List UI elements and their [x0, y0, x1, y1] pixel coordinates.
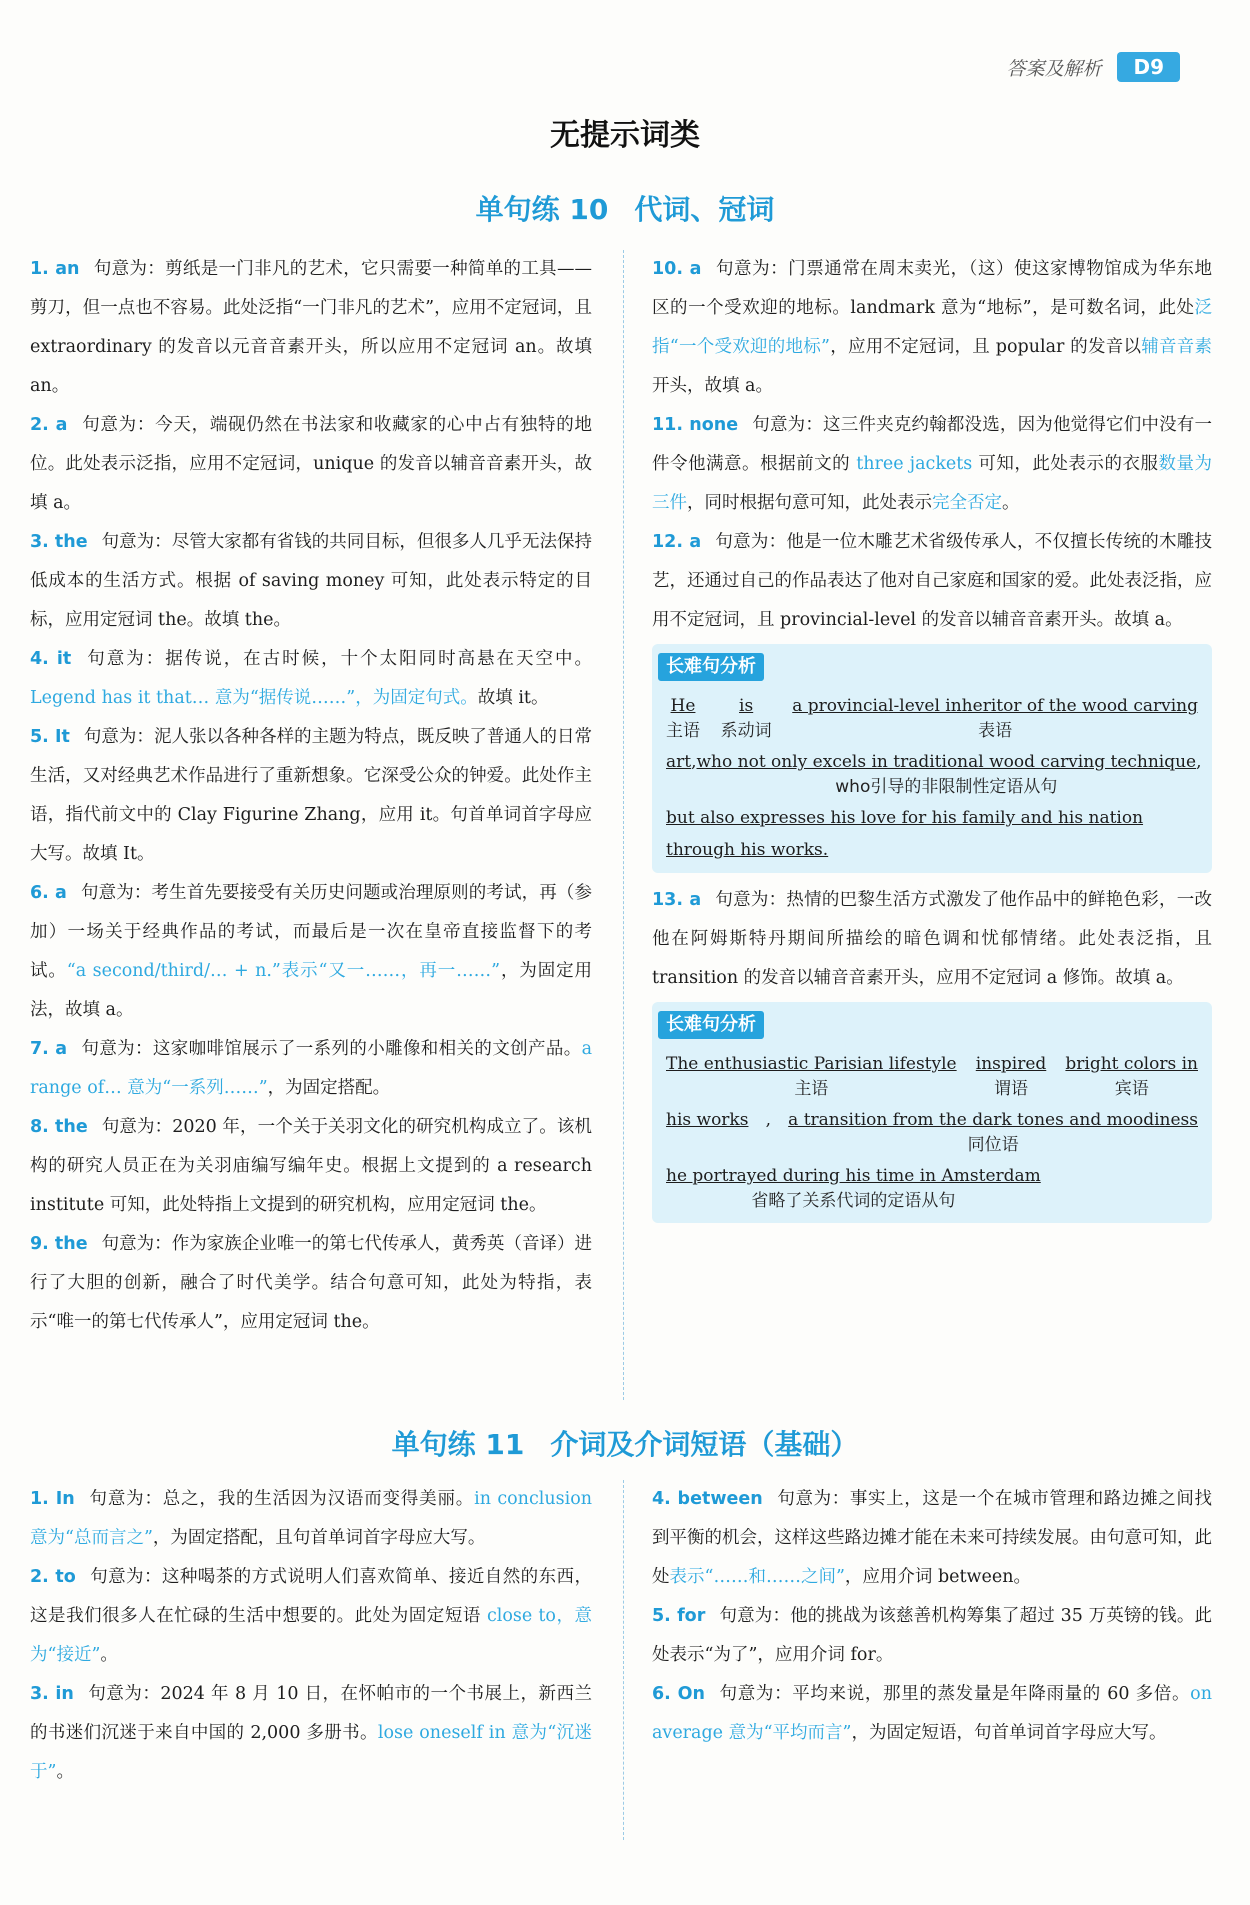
answer-item	[652, 523, 1212, 640]
answer-item	[30, 523, 592, 640]
answer-text: ，为固定用法，故填 a。	[30, 961, 593, 1020]
analysis-segment	[666, 1051, 957, 1101]
answer-number: 5. It	[30, 727, 70, 747]
analysis-segment	[697, 749, 1197, 799]
header-text: 答案及解析	[1006, 57, 1102, 80]
answer-item	[30, 250, 592, 406]
answer-item	[30, 1480, 592, 1558]
unit10-right-column	[652, 250, 1212, 1231]
answer-text: 句意为：2020 年，一个关于关羽文化的研究机构成立了。该机构的研究人员正在为关羽庙编写编年史。根据上文提到的 a research institute 可知，此处特指上文提到的研究机构，应用定冠词 the。	[30, 1117, 592, 1215]
unit11-title	[0, 1423, 1250, 1463]
answer-text: 句意为：尽管大家都有省钱的共同目标，但很多人几乎无法保持低成本的生活方式。根据 of saving money 可知，此处表示特定的目标，应用定冠词 the。故填 the。	[30, 532, 592, 630]
analysis-row	[666, 749, 1202, 799]
highlight-text: Legend has it that… 意为“据传说……”，为固定句式。	[30, 688, 478, 708]
highlight-text: lose oneself in 意为“沉迷于”	[30, 1723, 593, 1782]
segment-text: a provincial-level inheritor of the wood carving	[792, 696, 1198, 716]
analysis-segment	[792, 693, 1198, 743]
answer-number: 3. in	[30, 1684, 74, 1704]
segment-role: 省略了关系代词的定语从句	[751, 1191, 956, 1211]
segment-role: 宾语	[1114, 1079, 1149, 1099]
analysis-segment	[666, 805, 1143, 831]
answer-number: 2. to	[30, 1567, 76, 1587]
segment-text: who not only excels in traditional wood carving technique	[696, 752, 1197, 772]
highlight-text: 辅音音素	[1141, 337, 1212, 357]
answer-text: ，为固定短语，句首单词首字母应大写。	[851, 1723, 1167, 1743]
answer-text: 句意为：他是一位木雕艺术省级传承人，不仅擅长传统的木雕技艺，还通过自己的作品表达了他对自己家庭和国家的爱。此处表泛指，应用不定冠词，且 provincial-level 的发音以辅音音素开头。故填 a。	[652, 532, 1213, 630]
punctuation: ,	[691, 752, 697, 772]
answer-text: 句意为：这三件夹克约翰都没选，因为他觉得它们中没有一件令他满意。根据前文的	[652, 415, 1212, 474]
answer-text: 句意为：门票通常在周末卖光，（这）使这家博物馆成为华东地区的一个受欢迎的地标。landmark 意为“地标”，是可数名词，此处	[652, 259, 1212, 318]
answer-text: 故填 it。	[477, 688, 549, 708]
analysis-tag: 长难句分析	[658, 1011, 764, 1039]
answer-text: 句意为：平均来说，那里的蒸发量是年降雨量的 60 多倍。	[718, 1684, 1191, 1704]
segment-role: 主语	[794, 1079, 829, 1099]
analysis-segment	[666, 1163, 1041, 1213]
answer-text: 句意为：热情的巴黎生活方式激发了他作品中的鲜艳色彩，一改他在阿姆斯特丹期间所描绘的暗色调和忧郁情绪。此处表泛指，且 transition 的发音以辅音音素开头，应用不定冠词 a 修饰。故填 a。	[652, 890, 1213, 988]
segment-text: a transition from the dark tones and moodiness	[788, 1110, 1198, 1130]
unit10-left-column	[30, 250, 592, 1342]
answer-text: ，应用介词 between。	[844, 1567, 1032, 1587]
answer-text: ，为固定搭配。	[267, 1078, 391, 1098]
highlight-text: 完全否定	[932, 493, 1002, 513]
segment-role: 表语	[978, 721, 1013, 741]
segment-text: art	[666, 752, 692, 772]
segment-text: is	[739, 696, 754, 716]
analysis-segment	[721, 693, 772, 743]
highlight-text: on average 意为“平均而言”	[652, 1684, 1212, 1743]
analysis-segment	[788, 1107, 1198, 1157]
sentence-analysis-box	[652, 1002, 1212, 1223]
answer-number: 1. In	[30, 1489, 75, 1509]
answer-number: 13. a	[652, 890, 702, 910]
answer-item	[30, 406, 592, 523]
answer-text: 句意为：事实上，这是一个在城市管理和路边摊之间找到平衡的机会，这样这些路边摊才能在未来可持续发展。由句意可知，此处	[652, 1489, 1213, 1587]
answer-number: 6. a	[30, 883, 67, 903]
highlight-text: a range of… 意为“一系列……”	[30, 1039, 592, 1098]
segment-text: The enthusiastic Parisian lifestyle	[666, 1054, 957, 1074]
unit11-label: 单句练 11	[391, 1428, 525, 1461]
segment-text: He	[670, 696, 696, 716]
analysis-row	[666, 1163, 1198, 1213]
answer-text: 句意为：作为家族企业唯一的第七代传承人，黄秀英（音译）进行了大胆的创新，融合了时代美学。结合句意可知，此处为特指，表示“唯一的第七代传承人”，应用定冠词 the。	[30, 1234, 592, 1332]
highlight-text: 表示“……和……之间”	[669, 1567, 845, 1587]
answer-item	[30, 874, 592, 1030]
answer-number: 4. it	[30, 649, 72, 669]
answer-number: 4. between	[652, 1489, 763, 1509]
answer-text: 可知，此处表示的衣服	[972, 454, 1159, 474]
answer-text: 。	[1002, 493, 1020, 513]
analysis-segment	[666, 1107, 748, 1133]
column-divider	[623, 1480, 624, 1840]
answer-item	[30, 1558, 592, 1675]
punctuation: ,	[765, 1110, 772, 1130]
segment-text: but also expresses his love for his family and his nation	[666, 808, 1144, 828]
page-number-badge: D9	[1117, 52, 1180, 82]
answer-text: 句意为：他的挑战为该慈善机构筹集了超过 35 万英镑的钱。此处表示“为了”，应用介词 for。	[652, 1606, 1212, 1665]
answer-item	[30, 640, 592, 718]
answer-text: 句意为：这家咖啡馆展示了一系列的小雕像和相关的文创产品。	[81, 1039, 582, 1059]
analysis-row	[666, 693, 1198, 743]
unit10-title	[0, 188, 1250, 228]
unit11-topic: 介词及介词短语（基础）	[550, 1428, 859, 1461]
highlight-text: close to，意为“接近”	[30, 1606, 593, 1665]
answer-text: 句意为：这种喝茶的方式说明人们喜欢简单、接近自然的东西，这是我们很多人在忙碌的生活中想要的。此处为固定短语	[30, 1567, 592, 1626]
segment-role: 主语	[666, 721, 700, 741]
answer-text: 句意为：泥人张以各种各样的主题为特点，既反映了普通人的日常生活，又对经典艺术作品进行了重新想象。它深受公众的钟爱。此处作主语，指代前文中的 Clay Figurine Zhang，应用 it。句首单词首字母应大写。故填 It。	[30, 727, 593, 864]
highlight-text: in conclusion 意为“总而言之”	[30, 1489, 592, 1548]
answer-number: 6. On	[652, 1684, 705, 1704]
answer-text: ，为固定搭配，且句首单词首字母应大写。	[152, 1528, 486, 1548]
analysis-segment	[666, 749, 691, 775]
segment-text: bright colors in	[1065, 1054, 1198, 1074]
answer-number: 7. a	[30, 1039, 68, 1059]
analysis-segment	[1065, 1051, 1198, 1101]
highlight-text: “a second/third/… + n.”表示“又一……，再一……”	[66, 961, 501, 981]
answer-item	[30, 1030, 592, 1108]
answer-item	[30, 1225, 592, 1342]
answer-text: 句意为：考生首先要接受有关历史问题或治理原则的考试，再（参加）一场关于经典作品的考试，而最后是一次在皇帝直接监督下的考试。	[30, 883, 592, 981]
answer-text: ，同时根据句意可知，此处表示	[687, 493, 932, 513]
main-title: 无提示词类	[550, 118, 700, 153]
answer-item	[30, 1108, 592, 1225]
answer-number: 12. a	[652, 532, 702, 552]
unit11-right-column	[652, 1480, 1212, 1753]
segment-role: 谓语	[994, 1079, 1029, 1099]
punctuation: ,	[1196, 752, 1202, 772]
answer-item	[652, 1597, 1212, 1675]
answer-text: 句意为：2024 年 8 月 10 日，在怀帕市的一个书展上，新西兰的书迷们沉迷于来自中国的 2,000 多册书。	[30, 1684, 592, 1743]
answer-item	[652, 406, 1212, 523]
analysis-segment	[976, 1051, 1047, 1101]
segment-text: through his works.	[666, 840, 829, 860]
answer-item	[652, 1480, 1212, 1597]
answer-item	[652, 881, 1212, 998]
answer-text: 句意为：总之，我的生活因为汉语而变得美丽。	[88, 1489, 475, 1509]
unit11-left-column	[30, 1480, 592, 1792]
answer-number: 2. a	[30, 415, 68, 435]
analysis-tag: 长难句分析	[658, 653, 764, 681]
unit10-topic: 代词、冠词	[634, 193, 775, 226]
answer-text: 句意为：剪纸是一门非凡的艺术，它只需要一种简单的工具——剪刀，但一点也不容易。此处泛指“一门非凡的艺术”，应用不定冠词，且 extraordinary 的发音以元音音素开头，所以应用不定冠词 an。故填 an。	[30, 259, 592, 396]
answer-text: ，应用不定冠词，且 popular 的发音以	[829, 337, 1142, 357]
highlight-text: 数量为三件	[652, 454, 1213, 513]
unit10-label: 单句练 10	[475, 193, 609, 226]
analysis-row	[666, 1051, 1198, 1101]
answer-text: 。	[56, 1762, 74, 1782]
analysis-row	[666, 837, 1198, 863]
answer-item	[652, 1675, 1212, 1753]
column-divider	[623, 250, 624, 1400]
answer-text: 句意为：今天，端砚仍然在书法家和收藏家的心中占有独特的地位。此处表示泛指，应用不定冠词，unique 的发音以辅音音素开头，故填 a。	[30, 415, 592, 513]
answer-number: 3. the	[30, 532, 88, 552]
sentence-analysis-box	[652, 644, 1212, 873]
segment-text: inspired	[975, 1054, 1047, 1074]
answer-number: 8. the	[30, 1117, 88, 1137]
answer-item	[652, 250, 1212, 406]
answer-number: 11. none	[652, 415, 739, 435]
analysis-segment	[666, 693, 700, 743]
answer-text: 。	[100, 1645, 118, 1665]
segment-role: who引导的非限制性定语从句	[835, 777, 1058, 797]
answer-number: 1. an	[30, 259, 80, 279]
answer-number: 5. for	[652, 1606, 706, 1626]
highlight-text: three jackets	[856, 454, 973, 474]
answer-number: 10. a	[652, 259, 702, 279]
segment-role: 系动词	[720, 721, 772, 741]
highlight-text: 泛指“一个受欢迎的地标”	[652, 298, 1212, 357]
answer-item	[30, 1675, 592, 1792]
segment-role: 同位语	[967, 1135, 1019, 1155]
answer-item	[30, 718, 592, 874]
answer-text: 开头，故填 a。	[652, 376, 773, 396]
answer-text: 句意为：据传说，在古时候，十个太阳同时高悬在天空中。	[85, 649, 593, 669]
answer-number: 9. the	[30, 1234, 88, 1254]
analysis-row	[666, 1107, 1198, 1157]
page-header	[1006, 52, 1180, 82]
analysis-segment	[666, 837, 828, 863]
segment-text: he portrayed during his time in Amsterdam	[666, 1166, 1041, 1186]
segment-text: his works	[666, 1110, 749, 1130]
analysis-row	[666, 805, 1198, 831]
